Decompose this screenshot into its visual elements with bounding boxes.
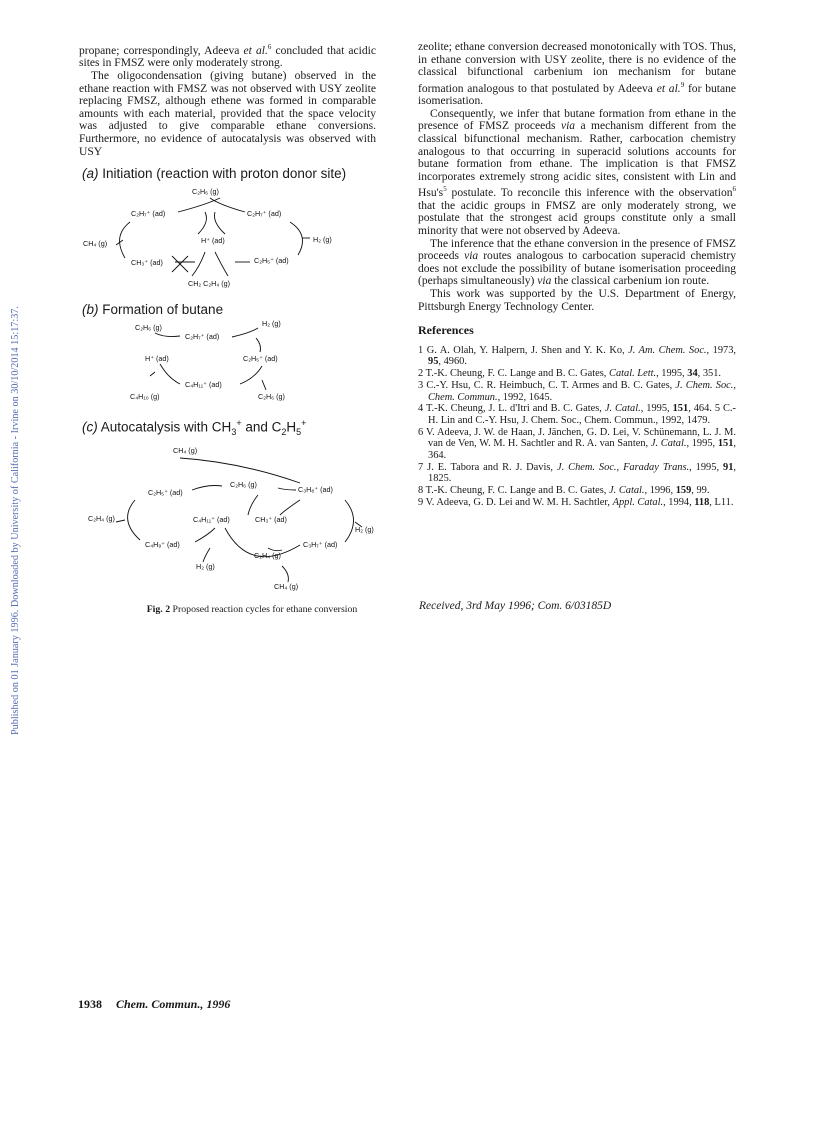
reference-item: 9 V. Adeeva, G. D. Lei and W. M. H. Sachtler, Appl. Catal., 1994, 118, L11. — [418, 496, 734, 508]
svg-text:C₂H₇⁺ (ad): C₂H₇⁺ (ad) — [185, 332, 220, 341]
paragraph: The inference that the ethane conversion in the presence of FMSZ proceeds via routes analogous to carbocation superacid chemistry does not exclude the possibility of butane isomerisation proceeding (perhaps simultaneously) via the classical carbenium ion route. — [418, 237, 736, 288]
svg-text:CH₄ (g): CH₄ (g) — [83, 239, 108, 248]
svg-text:C₂H₆ (g): C₂H₆ (g) — [230, 480, 257, 489]
svg-text:H₂ (g): H₂ (g) — [196, 562, 215, 571]
svg-text:C₄H₉⁺ (ad): C₄H₉⁺ (ad) — [145, 540, 180, 549]
page-footer — [78, 997, 230, 1012]
svg-text:H₂ (g): H₂ (g) — [262, 319, 281, 328]
svg-text:C₂H₅⁺ (ad): C₂H₅⁺ (ad) — [148, 488, 183, 497]
svg-text:H₂ (g): H₂ (g) — [313, 235, 332, 244]
scheme-a — [83, 187, 332, 288]
svg-text:C₃H₇⁺ (ad): C₃H₇⁺ (ad) — [303, 540, 338, 549]
figure-section-a-title: (a) Initiation (reaction with proton donor site) — [82, 166, 347, 181]
journal-name: Chem. Commun., 1996 — [116, 997, 231, 1011]
svg-text:C₂H₆ (g): C₂H₆ (g) — [258, 392, 285, 401]
download-stamp: Published on 01 January 1996. Downloaded by University of California - Irvine on 30/10/2014 15:17:37. — [10, 306, 21, 735]
paragraph: Consequently, we infer that butane formation from ethane in the presence of FMSZ proceeds via a mechanism different from the classical bifunctional mechanism. Rather, carbocation chemistry analogous to that occurring in superacid solutions accounts for butane formation from ethane. The implication is that FMSZ incorporates extremely strong acidic sites, consistent with Lin and $Hsu's^5$ postulate. To reconcile this inference with the observation$^6$ that the acidic groups in FMSZ are only moderately strong, we postulate that the strongest acid groups constitute only a small minority that were not observed by Adeeva. — [418, 107, 737, 237]
svg-text:H₂ (g): H₂ (g) — [355, 525, 374, 534]
reference-item: 4 T.-K. Cheung, J. L. d'Itri and B. C. Gates, J. Catal., 1995, 151, 464. 5 C.-H. Lin and C.-Y. Hsu, J. Chem. Soc., Chem. Commun., 1992, 1479. — [418, 403, 737, 426]
paragraph: This work was supported by the U.S. Department of Energy, Pittsburgh Energy Technology Center. — [418, 287, 736, 313]
scheme-b — [130, 319, 285, 401]
paragraph: propane; correspondingly, Adeeva et al.$^6$ concluded that acidic sites in FMSZ were only moderately strong. — [79, 43, 376, 70]
reference-item: 7 J. E. Tabora and R. J. Davis, J. Chem. Soc., Faraday Trans., 1995, 91, 1825. — [418, 461, 736, 485]
svg-text:CH₄ (g): CH₄ (g) — [173, 446, 198, 455]
svg-text:CH₄ (g): CH₄ (g) — [274, 582, 299, 591]
svg-text:C₂H₇⁺ (ad): C₂H₇⁺ (ad) — [247, 209, 282, 218]
svg-text:CH₃⁺ (ad): CH₃⁺ (ad) — [131, 258, 163, 267]
page-number: 1938 — [78, 997, 102, 1011]
figure-section-c-title: (c) Autocatalysis with $CH_3^+$ and $C_2H_5^+$ — [82, 418, 307, 438]
right-column — [418, 41, 736, 509]
reference-item: 1 G. A. Olah, Y. Halpern, J. Shen and Y. K. Ko, J. Am. Chem. Soc., 1973, 95, 4960. — [418, 344, 737, 368]
scheme-c — [88, 446, 374, 591]
svg-text:C₂H₇⁺ (ad): C₂H₇⁺ (ad) — [131, 209, 166, 218]
reference-list — [418, 345, 736, 509]
svg-text:C₂H₄ (g): C₂H₄ (g) — [254, 551, 281, 560]
paragraph: zeolite; ethane conversion decreased monotonically with TOS. Thus, in ethane conversion with USY zeolite, there is no evidence of the classical bifunctional carbenium ion mechanism for butane formation analogous to that postulated by Adeeva et al.$^9$ for butane isomerisation. — [418, 41, 736, 108]
svg-text:C₃H₈⁺ (ad): C₃H₈⁺ (ad) — [298, 485, 333, 494]
svg-text:C₂H₆ (g): C₂H₆ (g) — [192, 187, 219, 196]
reference-item: 6 V. Adeeva, J. W. de Haan, J. Jänchen, G. D. Lei, V. Schünemann, L. J. M. van de Ven, W. M. H. Sachtler and R. A. van Santen, J. Catal., 1995, 151, 364. — [418, 426, 737, 462]
svg-text:CH₃⁺ (ad): CH₃⁺ (ad) — [255, 515, 287, 524]
svg-text:C₂H₄ (g): C₂H₄ (g) — [88, 514, 115, 523]
svg-text:C₂H₆ (g): C₂H₆ (g) — [135, 323, 162, 332]
svg-text:CH₂ C₂H₄ (g): CH₂ C₂H₄ (g) — [188, 279, 231, 288]
paragraph: The oligocondensation (giving butane) observed in the ethane reaction with FMSZ was not observed with USY zeolite replacing FMSZ, although ethene was formed in comparable amounts with each material, provided that the space velocity was adjusted to give comparable ethane conversions. Furthermore, no evidence of autocatalysis was observed with USY — [79, 70, 376, 158]
svg-text:C₂H₅⁺ (ad): C₂H₅⁺ (ad) — [254, 256, 289, 265]
svg-text:C₂H₅⁺ (ad): C₂H₅⁺ (ad) — [243, 354, 278, 363]
figure-caption: Fig. 2 Proposed reaction cycles for ethane conversion — [146, 604, 358, 615]
figure-section-b-title: (b) Formation of butane — [82, 302, 224, 317]
svg-text:H⁺ (ad): H⁺ (ad) — [201, 236, 225, 245]
svg-text:H⁺ (ad): H⁺ (ad) — [145, 354, 169, 363]
reference-item: 2 T.-K. Cheung, F. C. Lange and B. C. Gates, Catal. Lett., 1995, 34, 351. — [418, 368, 722, 380]
svg-text:C₄H₁₀ (g): C₄H₁₀ (g) — [130, 392, 160, 401]
svg-text:C₄H₁₁⁺ (ad): C₄H₁₁⁺ (ad) — [193, 515, 230, 524]
svg-text:C₄H₁₁⁺ (ad): C₄H₁₁⁺ (ad) — [185, 380, 222, 389]
references-heading: References — [418, 323, 474, 338]
received-line: Received, 3rd May 1996; Com. 6/03185D — [419, 600, 612, 612]
reference-item: 8 T.-K. Cheung, F. C. Lange and B. C. Gates, J. Catal., 1996, 159, 99. — [418, 485, 710, 497]
reference-item: 3 C.-Y. Hsu, C. R. Heimbuch, C. T. Armes and B. C. Gates, J. Chem. Soc., Chem. Commun., 1992, 1645. — [418, 379, 736, 403]
